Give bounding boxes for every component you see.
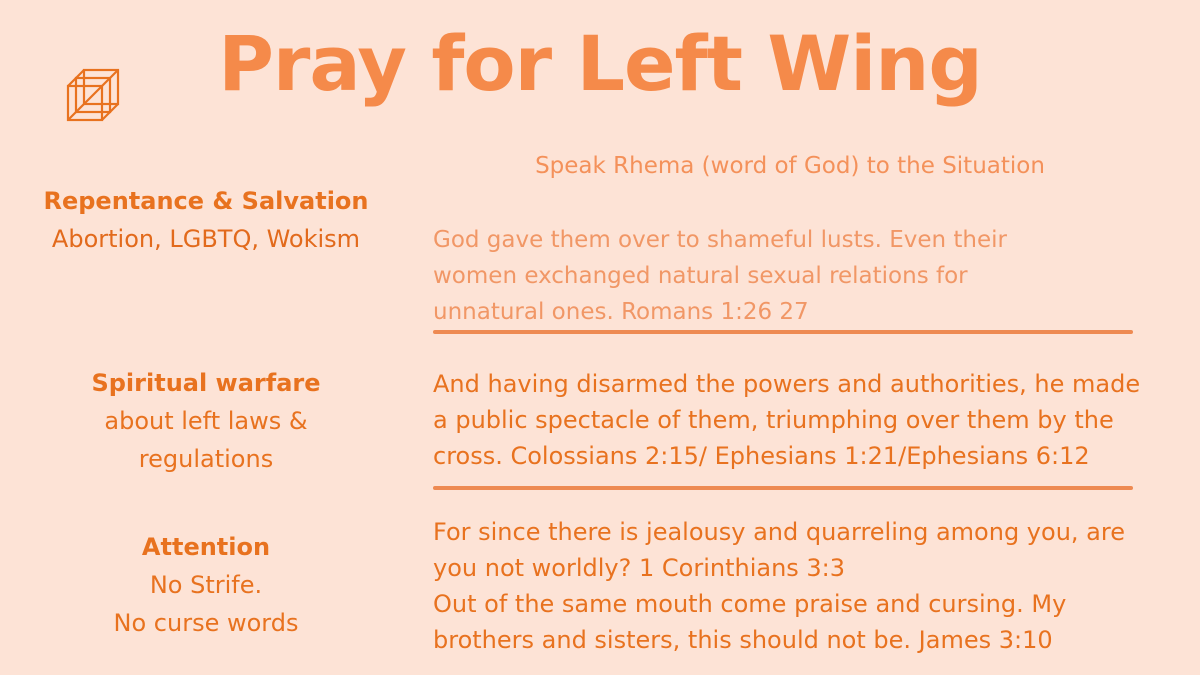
section-spiritual-warfare-label bbox=[0, 364, 412, 478]
subtitle: Speak Rhema (word of God) to the Situation bbox=[535, 153, 1045, 179]
section-body-line: No Strife. bbox=[149, 571, 263, 599]
verse-corinthians-james bbox=[433, 514, 1193, 658]
verse-line: For since there is jealousy and quarreling among you, are bbox=[433, 518, 1125, 546]
section-divider bbox=[433, 486, 1133, 490]
section-heading: Attention bbox=[141, 533, 271, 561]
section-attention-label bbox=[0, 528, 412, 642]
verse-line: a public spectacle of them, triumphing over them by the bbox=[433, 406, 1114, 434]
section-divider bbox=[433, 330, 1133, 334]
section-body-line: about left laws & bbox=[104, 407, 308, 435]
verse-line: Out of the same mouth come praise and cursing. My bbox=[433, 590, 1067, 618]
verse-line: God gave them over to shameful lusts. Even their bbox=[433, 227, 1007, 253]
stacked-cubes-icon bbox=[62, 64, 132, 128]
verse-line: brothers and sisters, this should not be. James 3:10 bbox=[433, 626, 1053, 654]
section-body-line: No curse words bbox=[113, 609, 299, 637]
verse-romans bbox=[433, 222, 1193, 330]
verse-line: cross. Colossians 2:15/ Ephesians 1:21/Ephesians 6:12 bbox=[433, 442, 1090, 470]
section-heading: Spiritual warfare bbox=[91, 369, 321, 397]
section-body-line: Abortion, LGBTQ, Wokism bbox=[51, 225, 361, 253]
verse-colossians bbox=[433, 366, 1193, 474]
section-heading: Repentance & Salvation bbox=[43, 187, 369, 215]
page-title: Pray for Left Wing bbox=[218, 19, 982, 108]
section-body-line: regulations bbox=[138, 445, 274, 473]
verse-line: you not worldly? 1 Corinthians 3:3 bbox=[433, 554, 846, 582]
verse-line: unnatural ones. Romans 1:26 27 bbox=[433, 299, 809, 325]
section-repentance-label bbox=[0, 182, 412, 258]
verse-line: women exchanged natural sexual relations for bbox=[433, 263, 968, 289]
verse-line: And having disarmed the powers and authorities, he made bbox=[433, 370, 1141, 398]
